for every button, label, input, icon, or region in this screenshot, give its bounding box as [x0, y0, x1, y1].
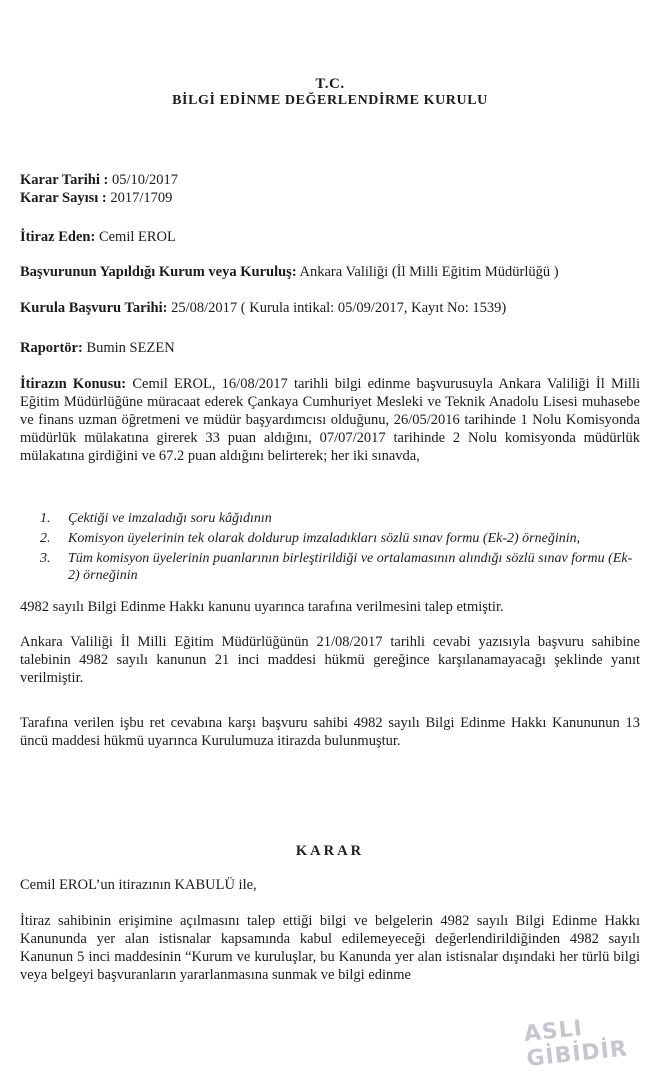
- list-item-text: Komisyon üyelerinin tek olarak doldurup imzaladıkları sözlü sınav formu (Ek-2) örneğinin,: [68, 531, 581, 546]
- list-item-text: Çektiği ve imzaladığı soru kâğıdının: [68, 511, 272, 526]
- karar-sayisi-label: Karar Sayısı :: [20, 190, 107, 206]
- basvuru-kurum-value: Ankara Valiliği (İl Milli Eğitim Müdürlüğü ): [296, 264, 559, 280]
- list-item-number: 2.: [40, 531, 51, 546]
- cevap-paragraph: Ankara Valiliği İl Milli Eğitim Müdürlüğünün 21/08/2017 tarihli cevabi yazısıyla başvuru sahibine talebinin 4982 sayılı kanunun 21 inci maddesi hükmü gereğince karşılanamayacağı şeklinde yanıt verilmiştir.: [20, 634, 640, 686]
- header-tc: T.C.: [315, 76, 345, 92]
- karar-tarihi-value: 05/10/2017: [108, 172, 179, 188]
- asli-gibidir-stamp: ASLI GİBİDİR: [522, 1016, 630, 1072]
- karar-sayisi: [20, 190, 172, 207]
- kurula-basvuru-value: 25/08/2017 ( Kurula intikal: 05/09/2017, Kayıt No: 1539): [167, 300, 507, 316]
- itiraz-konusu-text: Cemil EROL, 16/08/2017 tarihli bilgi edinme başvurusuyla Ankara Valiliği İl Milli Eğitim Müdürlüğüne müracaat ederek Çankaya Cumhuriyet Mesleki ve Teknik Anadolu Lisesi muhasebe ve finans uzman öğretmeni ve müdür başyardımcısı olduğunu, 26/05/2016 tarihinde 1 Nolu Komisyonda müdürlük mülakatına girerek 33 puan aldığını, 07/07/2017 tarihinde 2 Nolu komisyonda müdürlük mülakatına girdiğini ve 67.2 puan aldığını belirterek; her iki sınavda,: [20, 376, 640, 464]
- raportor-value: Bumin SEZEN: [82, 340, 175, 356]
- karar-tarihi-label: Karar Tarihi :: [20, 172, 109, 188]
- karar-text-paragraph: İtiraz sahibinin erişimine açılmasını talep ettiği bilgi ve belgelerin 4982 sayılı Bilgi Edinme Hakkı Kanununda yer alan istisnalar kapsamında kabul edilemeyeceği değerlendirildiğinden 4982 sayılı Kanunun 5 inci maddesinin “Kurum ve kuruluşlar, bu Kanunda yer alan istisnalar dışındaki her türlü bilgi veya belgeyi başvuranların yararlanmasına sunmak ve bilgi edinme: [20, 913, 640, 983]
- header-institution: BİLGİ EDİNME DEĞERLENDİRME KURULU: [172, 93, 488, 108]
- list-item-number: 1.: [40, 511, 51, 526]
- itiraz-eden-value: Cemil EROL: [95, 229, 176, 245]
- itiraz-konusu-label: İtirazın Konusu:: [20, 376, 127, 392]
- karar-sayisi-value: 2017/1709: [106, 190, 173, 206]
- raportor-label: Raportör:: [20, 340, 83, 356]
- kurula-basvuru-label: Kurula Başvuru Tarihi:: [20, 300, 168, 316]
- itiraz-eden-label: İtiraz Eden:: [20, 229, 96, 245]
- list-item-number: 3.: [40, 551, 51, 566]
- itiraz-konusu-paragraph: [20, 375, 640, 465]
- basvuru-kurum: [20, 264, 559, 281]
- requested-documents-list: [40, 510, 640, 587]
- raportor: [20, 340, 175, 357]
- list-item: [40, 530, 640, 547]
- list-item-text: Tüm komisyon üyelerinin puanlarının birleştirildiği ve ortalamasının alındığı sözlü sınav formu (Ek-2) örneğinin: [68, 551, 633, 583]
- list-item: [40, 550, 640, 584]
- list-item: [40, 510, 640, 527]
- itiraz-paragraph: Tarafına verilen işbu ret cevabına karşı başvuru sahibi 4982 sayılı Bilgi Edinme Hakkı Kanununun 13 üncü maddesi hükmü uyarınca Kurulumuza itirazda bulunmuştur.: [20, 715, 640, 749]
- kurula-basvuru: [20, 300, 506, 317]
- basvuru-kurum-label: Başvurunun Yapıldığı Kurum veya Kuruluş:: [20, 264, 297, 280]
- kabul-paragraph: Cemil EROL’un itirazının KABULÜ ile,: [20, 877, 257, 893]
- karar-heading: KARAR: [295, 843, 365, 859]
- karar-tarihi: [20, 172, 178, 189]
- itiraz-eden: [20, 229, 176, 246]
- talep-paragraph: 4982 sayılı Bilgi Edinme Hakkı kanunu uyarınca tarafına verilmesini talep etmiştir.: [20, 599, 504, 615]
